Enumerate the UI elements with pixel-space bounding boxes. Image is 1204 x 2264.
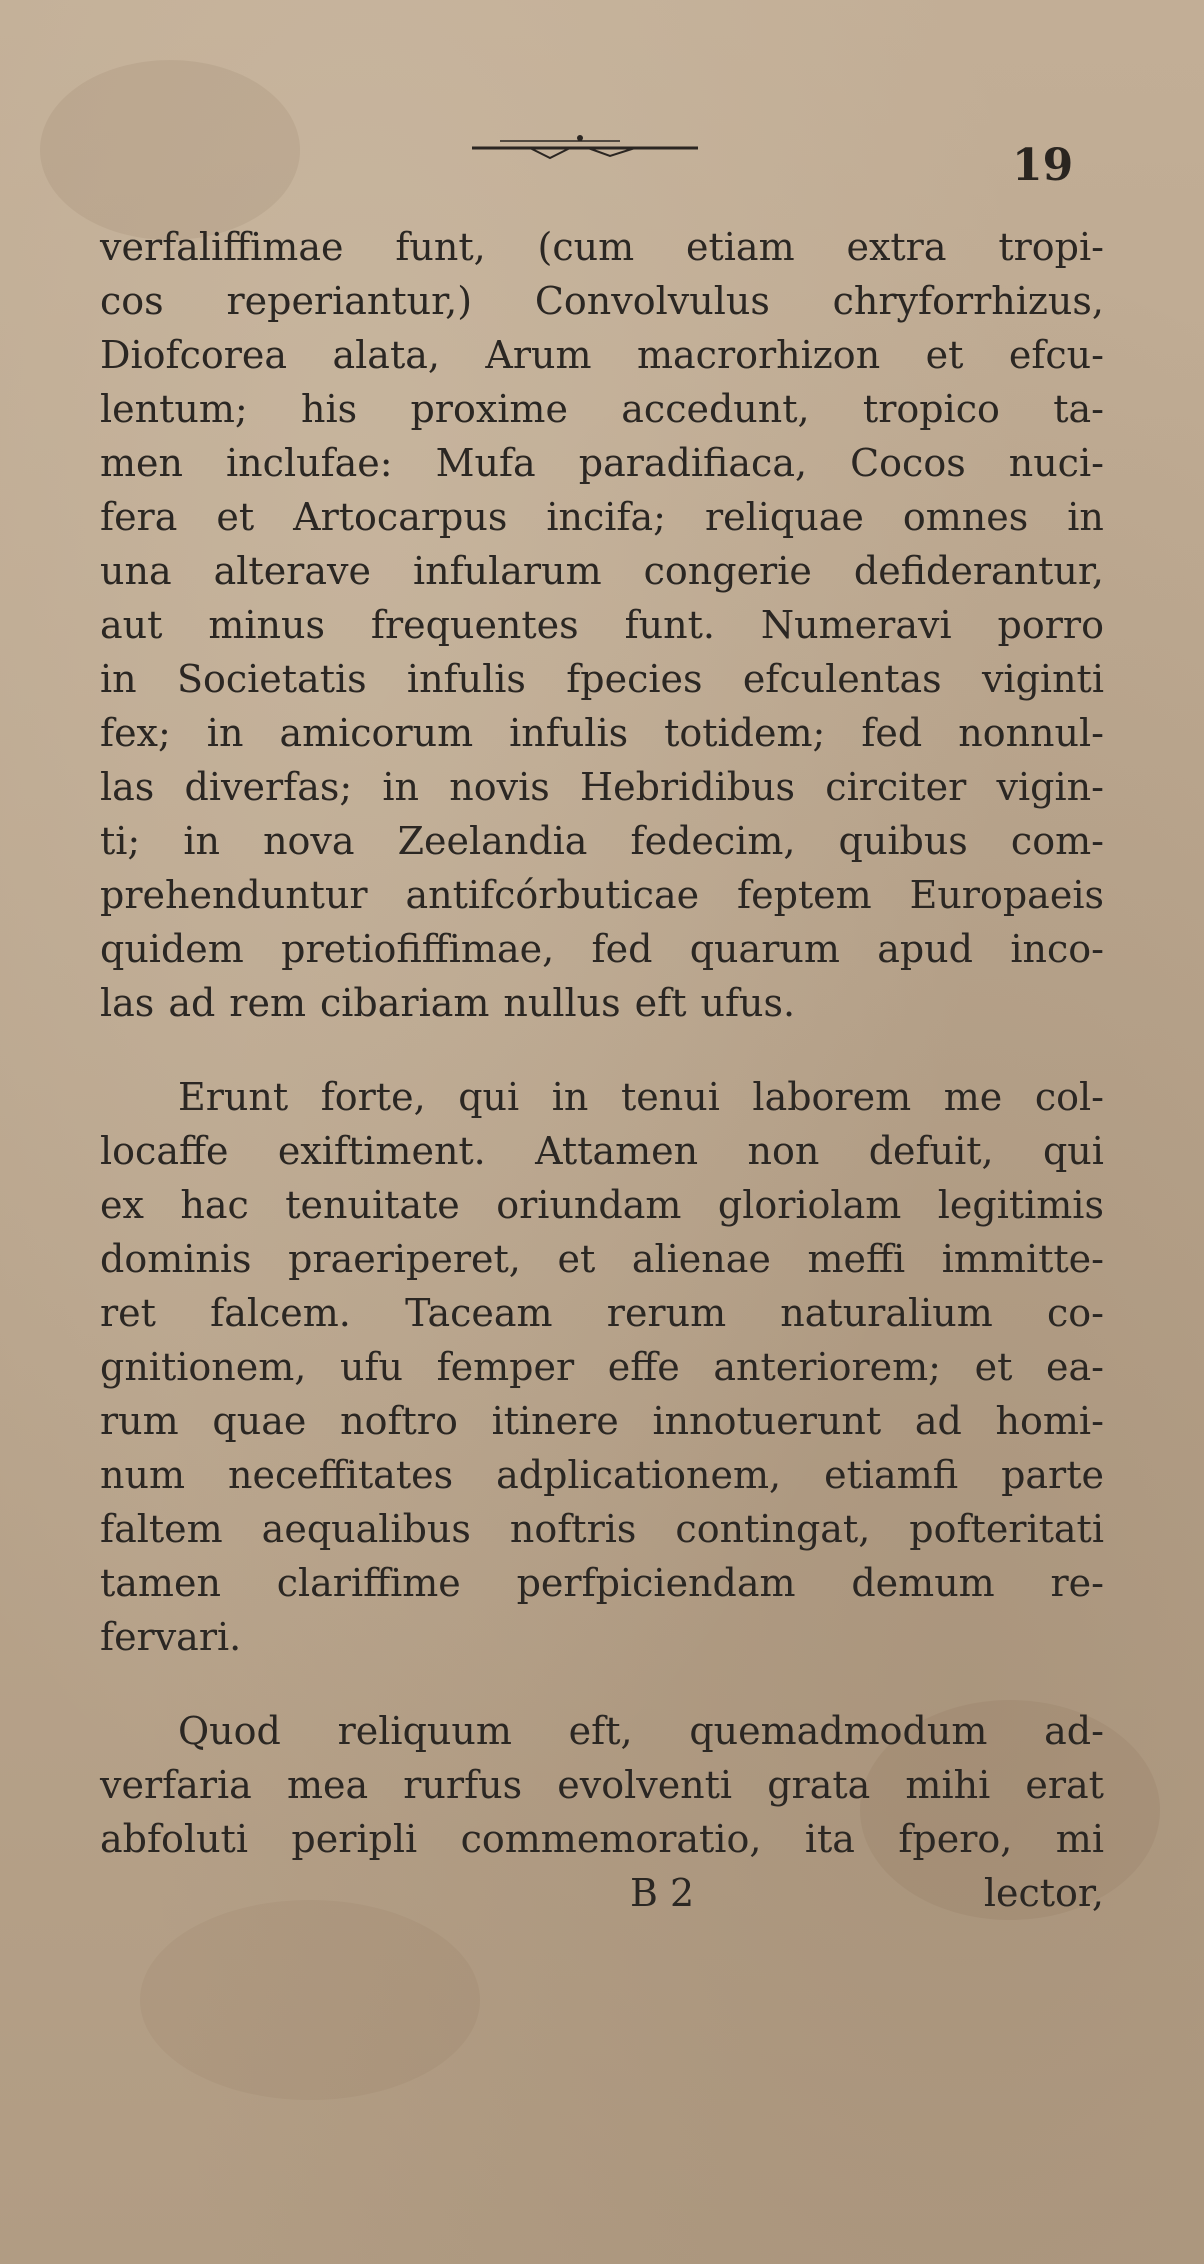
text-line: aut minus frequentes funt. Numeravi porro (100, 603, 1104, 647)
signature-mark: B 2 (630, 1871, 695, 1915)
text-line: ret falcem. Taceam rerum naturalium co- (100, 1291, 1104, 1335)
text-line: fex; in amicorum infulis totidem; fed nonnul- (100, 711, 1104, 755)
text-line: in Societatis infulis fpecies efculentas viginti (100, 657, 1104, 701)
text-line: ex hac tenuitate oriundam gloriolam legitimis (100, 1183, 1104, 1227)
text-line: num neceffitates adplicationem, etiamfi parte (100, 1453, 1104, 1497)
text-line: lentum; his proxime accedunt, tropico ta- (100, 387, 1104, 431)
text-line: men inclufae: Mufa paradifiaca, Cocos nuci- (100, 441, 1104, 485)
text-line: tamen clariffime perfpiciendam demum re- (100, 1561, 1104, 1605)
paragraph-gap (100, 1664, 1104, 1704)
body-text (100, 220, 1104, 1920)
text-line: ti; in nova Zeelandia fedecim, quibus com- (100, 819, 1104, 863)
footer-line (100, 1866, 1104, 1920)
text-line: faltem aequalibus noftris contingat, pofteritati (100, 1507, 1104, 1551)
text-line: quidem pretiofiffimae, fed quarum apud inco- (100, 927, 1104, 971)
text-line: locaffe exiftiment. Attamen non defuit, qui (100, 1129, 1104, 1173)
text-line: Quod reliquum eft, quemadmodum ad- (178, 1709, 1104, 1753)
text-line: las ad rem cibariam nullus eft ufus. (100, 981, 796, 1025)
paper-stain (40, 60, 300, 240)
text-line: verfaliffimae funt, (cum etiam extra tropi- (100, 225, 1104, 269)
paragraph-gap (100, 1030, 1104, 1070)
text-line: abfoluti peripli commemoratio, ita fpero, mi (100, 1817, 1104, 1861)
paragraph (100, 220, 1104, 1030)
catchword: lector, (983, 1871, 1104, 1915)
paragraph (100, 1070, 1104, 1664)
paragraph (100, 1704, 1104, 1866)
text-line: rum quae noftro itinere innotuerunt ad homi- (100, 1399, 1104, 1443)
text-line: Erunt forte, qui in tenui laborem me col- (178, 1075, 1104, 1119)
text-line: las diverfas; in novis Hebridibus circiter vigin- (100, 765, 1104, 809)
header-ornament (470, 128, 700, 168)
text-line: fervari. (100, 1615, 242, 1659)
text-line: prehenduntur antifcórbuticae feptem Europaeis (100, 873, 1104, 917)
text-line: fera et Artocarpus incifa; reliquae omnes in (100, 495, 1104, 539)
text-line: una alterave infularum congerie defiderantur, (100, 549, 1104, 593)
page-number: 19 (1012, 140, 1074, 191)
text-line: gnitionem, ufu femper effe anteriorem; et ea- (100, 1345, 1104, 1389)
text-line: cos reperiantur,) Convolvulus chryforrhizus, (100, 279, 1104, 323)
paper-stain (140, 1900, 480, 2100)
text-line: dominis praeriperet, et alienae meffi immitte- (100, 1237, 1104, 1281)
text-line: verfaria mea rurfus evolventi grata mihi erat (100, 1763, 1104, 1807)
text-line: Diofcorea alata, Arum macrorhizon et efcu- (100, 333, 1104, 377)
